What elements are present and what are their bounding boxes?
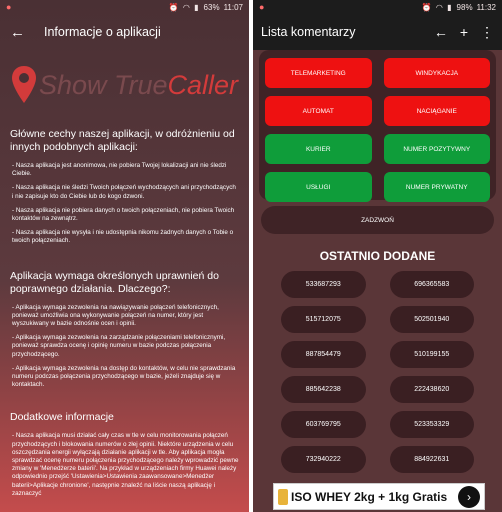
category-button[interactable]: NACIĄGANIE <box>384 96 491 126</box>
list-item: - Nasza aplikacja nie pobiera danych o twoich połączeniach, nie pobiera Twoich kontaktów na zewnątrz. <box>12 206 235 223</box>
status-bar <box>253 0 502 14</box>
add-icon[interactable]: + <box>459 24 468 40</box>
comments-list-screen <box>253 0 502 512</box>
location-pin-icon: ● <box>6 2 12 12</box>
app-logo <box>0 52 249 118</box>
app-bar <box>0 14 249 50</box>
ad-text: ISO WHEY 2kg + 1kg Gratis <box>291 489 448 504</box>
logo-text-part2: Caller <box>167 69 239 100</box>
about-screen <box>0 0 249 512</box>
page-title: Lista komentarzy <box>261 25 356 39</box>
category-button[interactable]: KURIER <box>265 134 372 164</box>
recent-number-item[interactable]: 510199155 <box>390 341 475 368</box>
section-heading-permissions: Aplikacja wymaga określonych uprawnień do poprawnego działania. Dlaczego?: <box>10 269 219 295</box>
recent-number-item[interactable]: 222438620 <box>390 376 475 403</box>
status-time: 11:07 <box>223 2 243 12</box>
location-pin-logo-icon <box>11 65 37 105</box>
categories-card <box>259 50 496 200</box>
recent-number-item[interactable]: 887854479 <box>281 341 366 368</box>
ad-banner[interactable] <box>273 483 485 510</box>
permissions-list <box>10 304 239 390</box>
category-button[interactable]: TELEMARKETING <box>265 58 372 88</box>
logo-text-part1: Show True <box>38 69 168 100</box>
additional-info-text: - Nasza aplikacja musi działać cały czas w tle w celu monitorowania połączeń przychodzących i blokowania numerów o złej opinii. Niektóre urządzenia w celu oszczędzania energii wyłączają działanie aplikacji w tle. Aby aplikacja mogła sprawdzać ocenę numeru połączenia przychodzącego należy wprowadzić pewne zmiany w 'Menedżerze baterii'. Na przykład w urządzeniach firmy Huawei należy odpowiednio przejść 'Ustawienia>Ustawienia zaawansowane>Menedżer baterii>Aplikacje chronione', następnie znaleźć na liście naszą aplikację i zaznaczyć <box>12 432 239 497</box>
list-item: - Nasza aplikacja nie wysyła i nie udostępnia nikomu żadnych danych o Tobie o twoich połączeniach. <box>12 229 234 245</box>
category-button[interactable]: AUTOMAT <box>265 96 372 126</box>
section-heading-additional: Dodatkowe informacje <box>10 411 114 424</box>
list-item: - Aplikacja wymaga zezwolenia na zarządzanie połączeniami telefonicznymi, ponieważ sprawdza ocenę i opinię numeru w bazie podczas połączenia przychodzącego. <box>12 334 226 358</box>
features-list <box>10 162 239 246</box>
categories-grid <box>265 58 490 202</box>
recent-numbers-grid <box>253 271 502 473</box>
recent-number-item[interactable]: 523353329 <box>390 411 475 438</box>
category-button[interactable]: NUMER POZYTYWNY <box>384 134 491 164</box>
battery-level: 63% <box>203 2 220 12</box>
category-button[interactable]: NUMER PRYWATNY <box>384 172 491 202</box>
recent-number-item[interactable]: 502501940 <box>390 306 475 333</box>
call-button[interactable]: ZADZWOŃ <box>261 206 494 234</box>
list-item: - Aplikacja wymaga zezwolenia na dostęp do kontaktów, w celu nie sprawdzania numeru podczas połączenia przychodzącego w bazie, jeżeli znajduje się w kontaktach. <box>12 364 236 389</box>
about-content <box>0 128 249 498</box>
recent-number-item[interactable]: 515712075 <box>281 306 366 333</box>
recent-number-item[interactable]: 884922631 <box>390 446 475 473</box>
status-bar <box>0 0 249 14</box>
back-arrow-icon[interactable]: ← <box>433 24 448 40</box>
recent-number-item[interactable]: 732940222 <box>281 446 366 473</box>
list-item: - Nasza aplikacja jest anonimowa, nie pobiera Twojej lokalizacji ani nie śledzi Ciebie. <box>12 162 227 178</box>
chevron-right-icon[interactable]: › <box>458 486 480 508</box>
status-time: 11:32 <box>476 2 496 12</box>
recent-number-item[interactable]: 885642238 <box>281 376 366 403</box>
list-item: - Nasza aplikacja nie śledzi Twoich połączeń wychodzących ani przychodzących i nie zapisuje kto do Ciebie lub do kogo dzwoni. <box>12 184 236 200</box>
page-title: Informacje o aplikacji <box>44 25 161 39</box>
category-button[interactable]: USŁUGI <box>265 172 372 202</box>
back-arrow-icon[interactable]: ← <box>10 23 25 41</box>
recent-number-item[interactable]: 533687293 <box>281 271 366 298</box>
category-button[interactable]: WINDYKACJA <box>384 58 491 88</box>
ad-brand-mark-icon <box>278 489 288 505</box>
status-icons: ⏰ ◠ ▮ <box>421 2 453 12</box>
list-item: - Aplikacja wymaga zezwolenia na nawiązywanie połączeń telefonicznych, ponieważ umożliwia ona wykonywanie połączeń na numer, który jest wyszukiwany w bazie odnośnie ocen i opinii. <box>12 303 219 328</box>
section-heading-features: Główne cechy naszej aplikacji, w odróżnieniu od innych podobnych aplikacji: <box>10 128 235 153</box>
more-vert-icon[interactable]: ⋮ <box>480 23 494 40</box>
battery-level: 98% <box>456 2 473 12</box>
recent-number-item[interactable]: 696365583 <box>390 271 475 298</box>
app-bar <box>253 14 502 50</box>
recent-number-item[interactable]: 603769795 <box>281 411 366 438</box>
recent-title: OSTATNIO DODANE <box>319 249 436 263</box>
location-pin-icon: ● <box>259 2 265 12</box>
status-icons: ⏰ ◠ ▮ <box>168 2 200 12</box>
